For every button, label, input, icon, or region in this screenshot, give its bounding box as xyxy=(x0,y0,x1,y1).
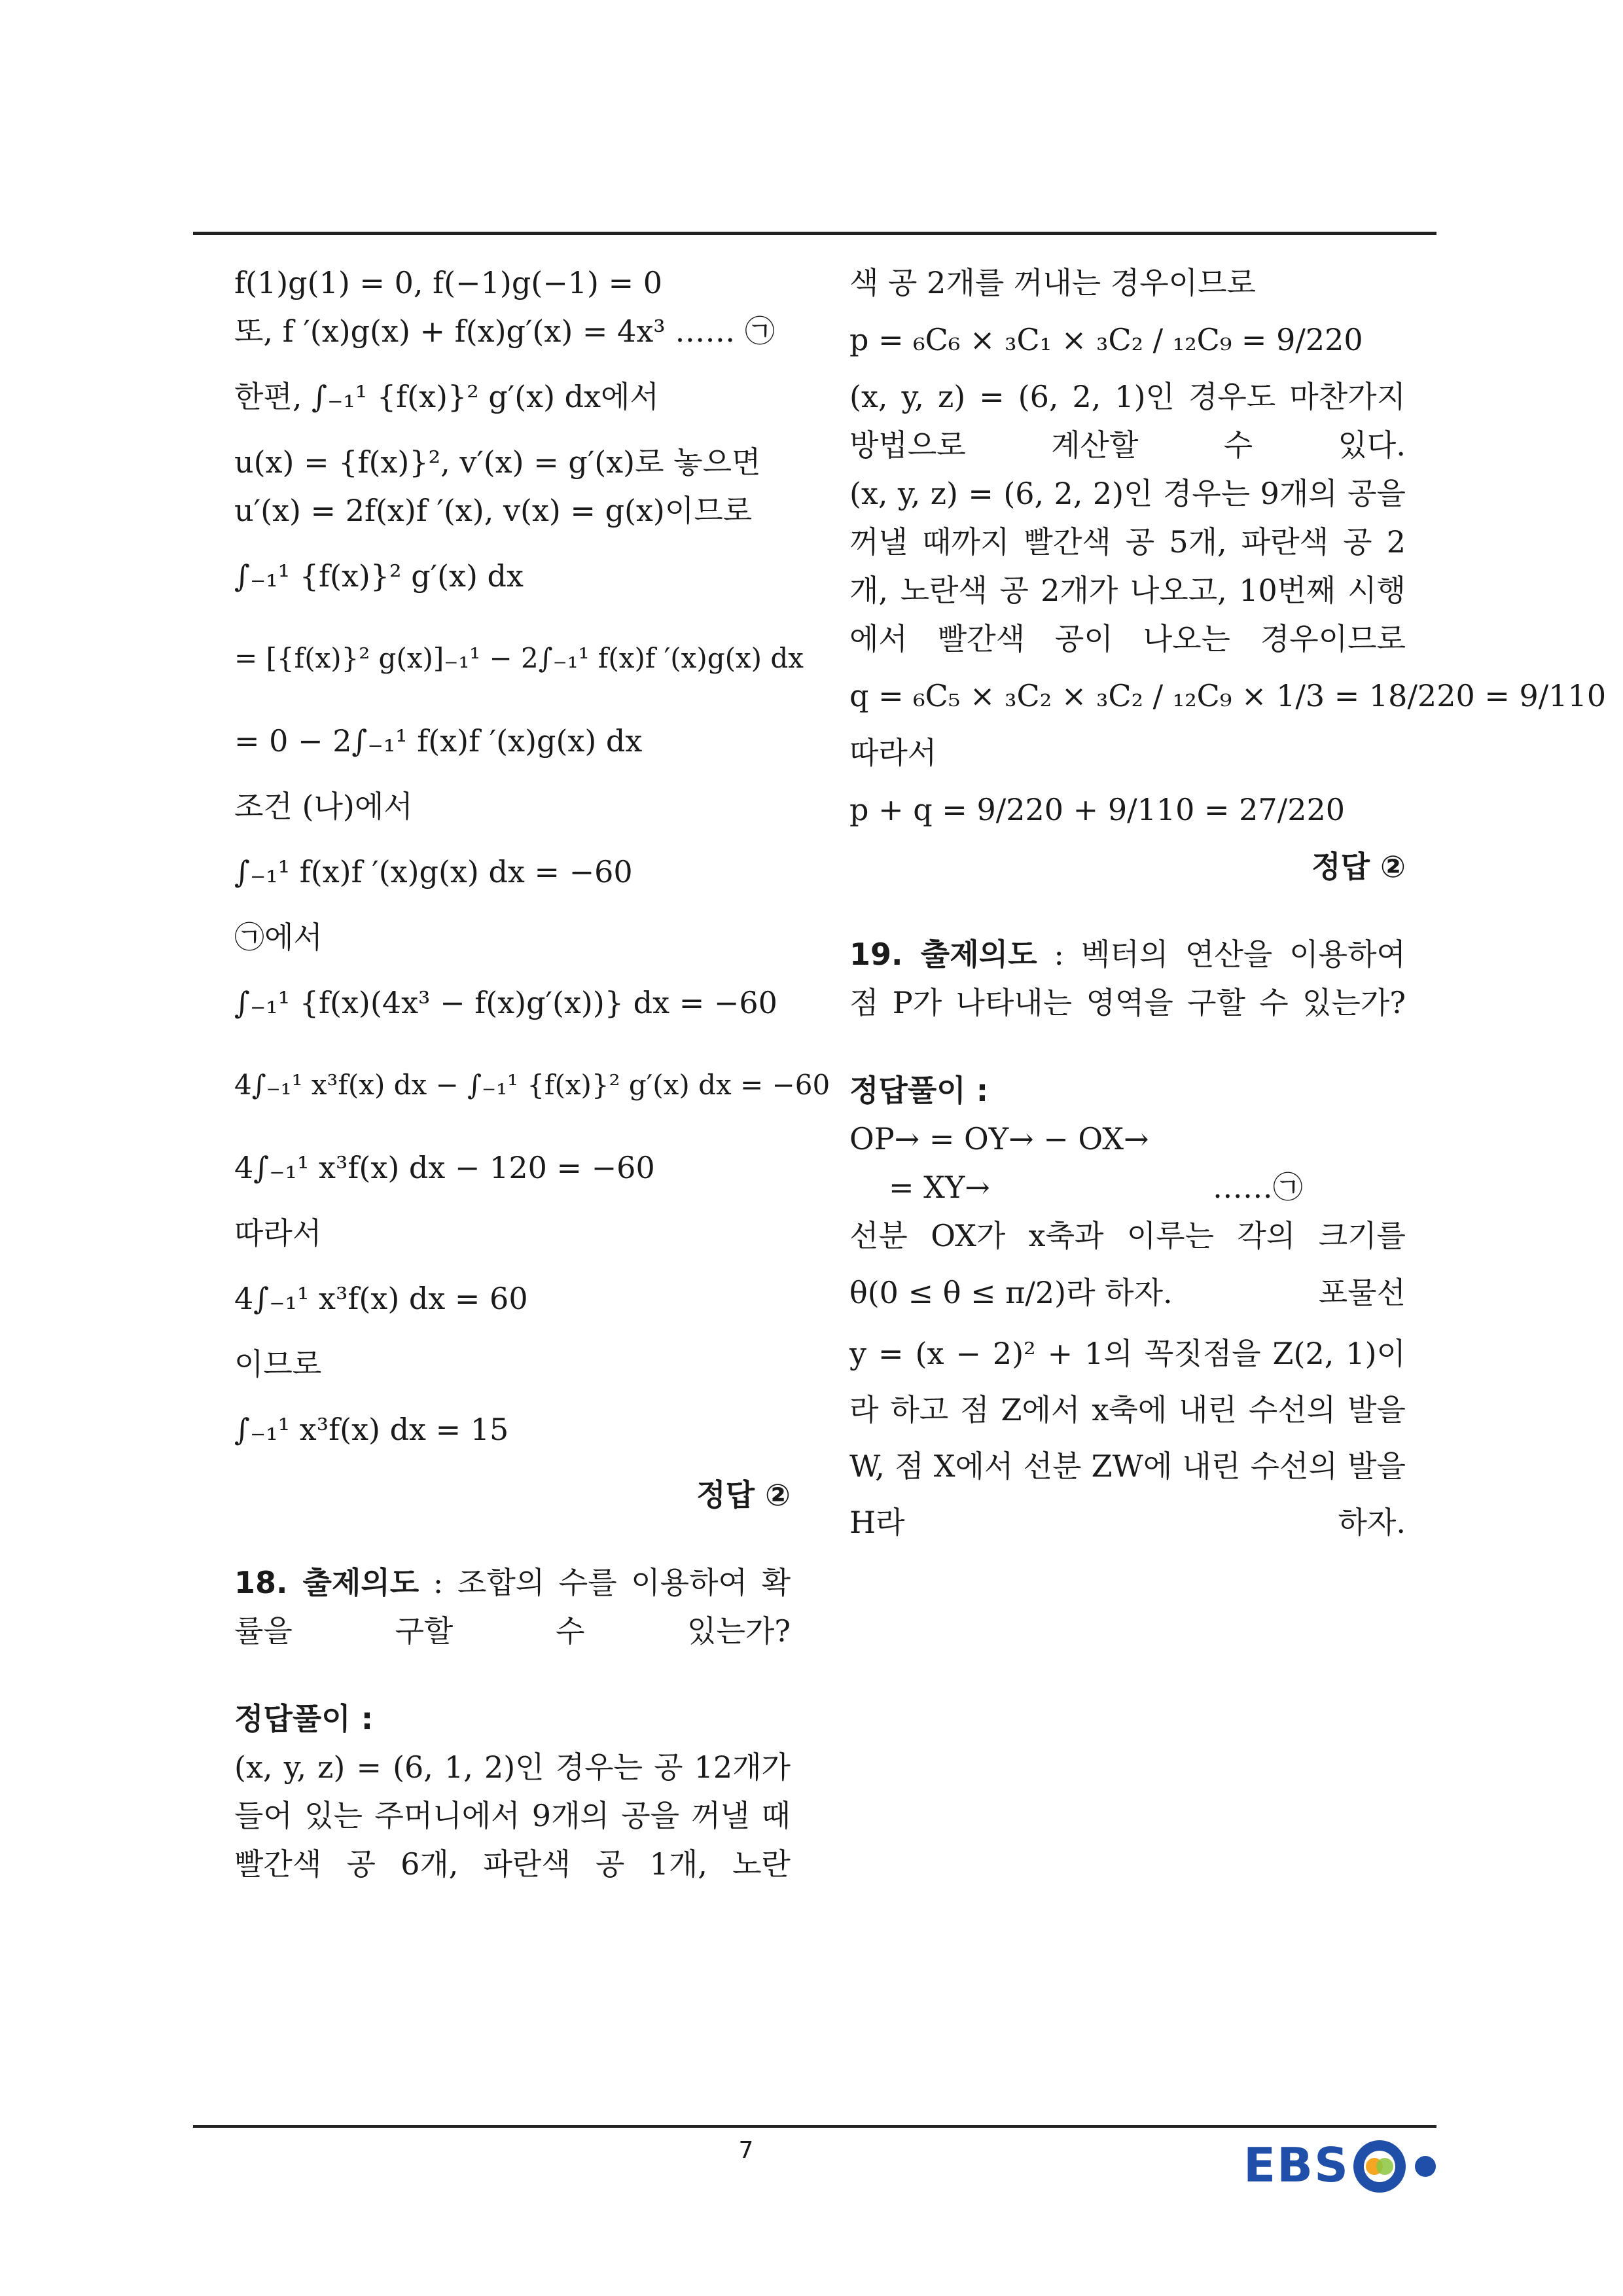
answer-label: 정답 ② xyxy=(1311,849,1406,884)
math-line: ∫₋₁¹ f(x)f ′(x)g(x) dx = −60 xyxy=(234,854,633,889)
q19-intro-text: : 벡터의 연산을 이용하여 점 P가 나타내는 영역을 구할 수 있는가? xyxy=(849,937,1406,1020)
math-line: = [{f(x)}² g(x)]₋₁¹ − 2∫₋₁¹ f(x)f ′(x)g(x) dx xyxy=(234,642,804,674)
math-line: ∫₋₁¹ {f(x)(4x³ − f(x)g′(x))} dx = −60 xyxy=(234,985,777,1020)
page-number: 7 xyxy=(738,2137,754,2164)
q18-paragraph: (x, y, z) = (6, 1, 2)인 경우는 공 12개가 들어 있는 주머니에서 9개의 공을 꺼낼 때 빨간색 공 6개, 파란색 공 1개, 노란 xyxy=(234,1749,791,1882)
math-line: 4∫₋₁¹ x³f(x) dx − 120 = −60 xyxy=(234,1150,655,1185)
ebs-logo xyxy=(1243,2134,1459,2199)
right-column xyxy=(849,259,1607,1551)
paragraph: y = (x − 2)² + 1의 꼭짓점을 Z(2, 1)이라 하고 점 Z에서 x축에 내린 수선의 발을 W, 점 X에서 선분 ZW에 내린 수선의 발을 H라 하자. xyxy=(849,1336,1406,1540)
equation-q: q = ₆C₅ × ₃C₂ × ₃C₂ / ₁₂C₉ × 1/3 = 18/220 = 9/110 xyxy=(849,678,1607,713)
math-line: 따라서 xyxy=(234,1215,322,1251)
left-column xyxy=(234,259,830,1888)
math-line: u′(x) = 2f(x)f ′(x), v(x) = g(x)이므로 xyxy=(234,493,753,528)
math-line: ∫₋₁¹ x³f(x) dx = 15 xyxy=(234,1412,509,1447)
vector-eq-2 xyxy=(849,1163,1406,1211)
header-rule xyxy=(193,232,1436,235)
solution-heading: 정답풀이 : xyxy=(849,1073,989,1108)
math-line: 조건 (나)에서 xyxy=(234,789,413,824)
math-line: f(1)g(1) = 0, f(−1)g(−1) = 0 xyxy=(234,265,663,300)
vector-eq: OP→ = OY→ − OX→ xyxy=(849,1121,1149,1157)
math-line: ㉠에서 xyxy=(234,920,323,955)
paragraph: (x, y, z) = (6, 2, 2)인 경우는 9개의 공을 꺼낼 때까지 빨간색 공 5개, 파란색 공 2개, 노란색 공 2개가 나오고, 10번째 시행에서 빨간색 공이 나오는 경우이므로 xyxy=(849,476,1406,656)
text-line: 색 공 2개를 꺼내는 경우이므로 xyxy=(849,265,1256,300)
q19-intro xyxy=(849,930,1406,1027)
logo-mark-icon xyxy=(1342,2134,1459,2199)
q18-intro xyxy=(234,1558,791,1655)
math-line: = 0 − 2∫₋₁¹ f(x)f ′(x)g(x) dx xyxy=(234,723,643,759)
footer-rule xyxy=(193,2125,1436,2128)
answer-label: 정답 ② xyxy=(696,1477,791,1513)
logo-text: EBS xyxy=(1243,2138,1349,2193)
paragraph: 선분 OX가 x축과 이루는 각의 크기를 xyxy=(849,1218,1406,1253)
math-line: 한편, ∫₋₁¹ {f(x)}² g′(x) dx에서 xyxy=(234,379,659,414)
math-line: ∫₋₁¹ {f(x)}² g′(x) dx xyxy=(234,558,524,594)
q18-intro-text: : 조합의 수를 이용하여 확률을 구할 수 있는가? xyxy=(234,1565,791,1649)
vector-eq-2-text: = XY→ xyxy=(889,1170,990,1205)
q19-heading: 19. 출제의도 xyxy=(849,937,1037,972)
text-line: 따라서 xyxy=(849,735,937,770)
math-line: 또, f ′(x)g(x) + f(x)g′(x) = 4x³ …… ㉠ xyxy=(234,314,775,349)
math-line: 4∫₋₁¹ x³f(x) dx − ∫₋₁¹ {f(x)}² g′(x) dx = −60 xyxy=(234,1069,830,1101)
paragraph: (x, y, z) = (6, 2, 1)인 경우도 마찬가지 방법으로 계산할 수 있다. xyxy=(849,379,1406,463)
theta-line xyxy=(849,1260,1406,1325)
theta-tail: 포물선 xyxy=(1318,1275,1406,1310)
q18-heading: 18. 출제의도 xyxy=(234,1565,419,1600)
math-line: 4∫₋₁¹ x³f(x) dx = 60 xyxy=(234,1281,528,1316)
solution-heading: 정답풀이 : xyxy=(234,1701,374,1736)
marker-label: ……㉠ xyxy=(1212,1170,1303,1205)
equation-sum: p + q = 9/220 + 9/110 = 27/220 xyxy=(849,792,1346,827)
theta-text: θ(0 ≤ θ ≤ π/2)라 하자. xyxy=(849,1275,1173,1310)
equation-p: p = ₆C₆ × ₃C₁ × ₃C₂ / ₁₂C₉ = 9/220 xyxy=(849,322,1363,357)
math-line: 이므로 xyxy=(234,1346,322,1382)
math-line: u(x) = {f(x)}², v′(x) = g′(x)로 놓으면 xyxy=(234,444,761,480)
